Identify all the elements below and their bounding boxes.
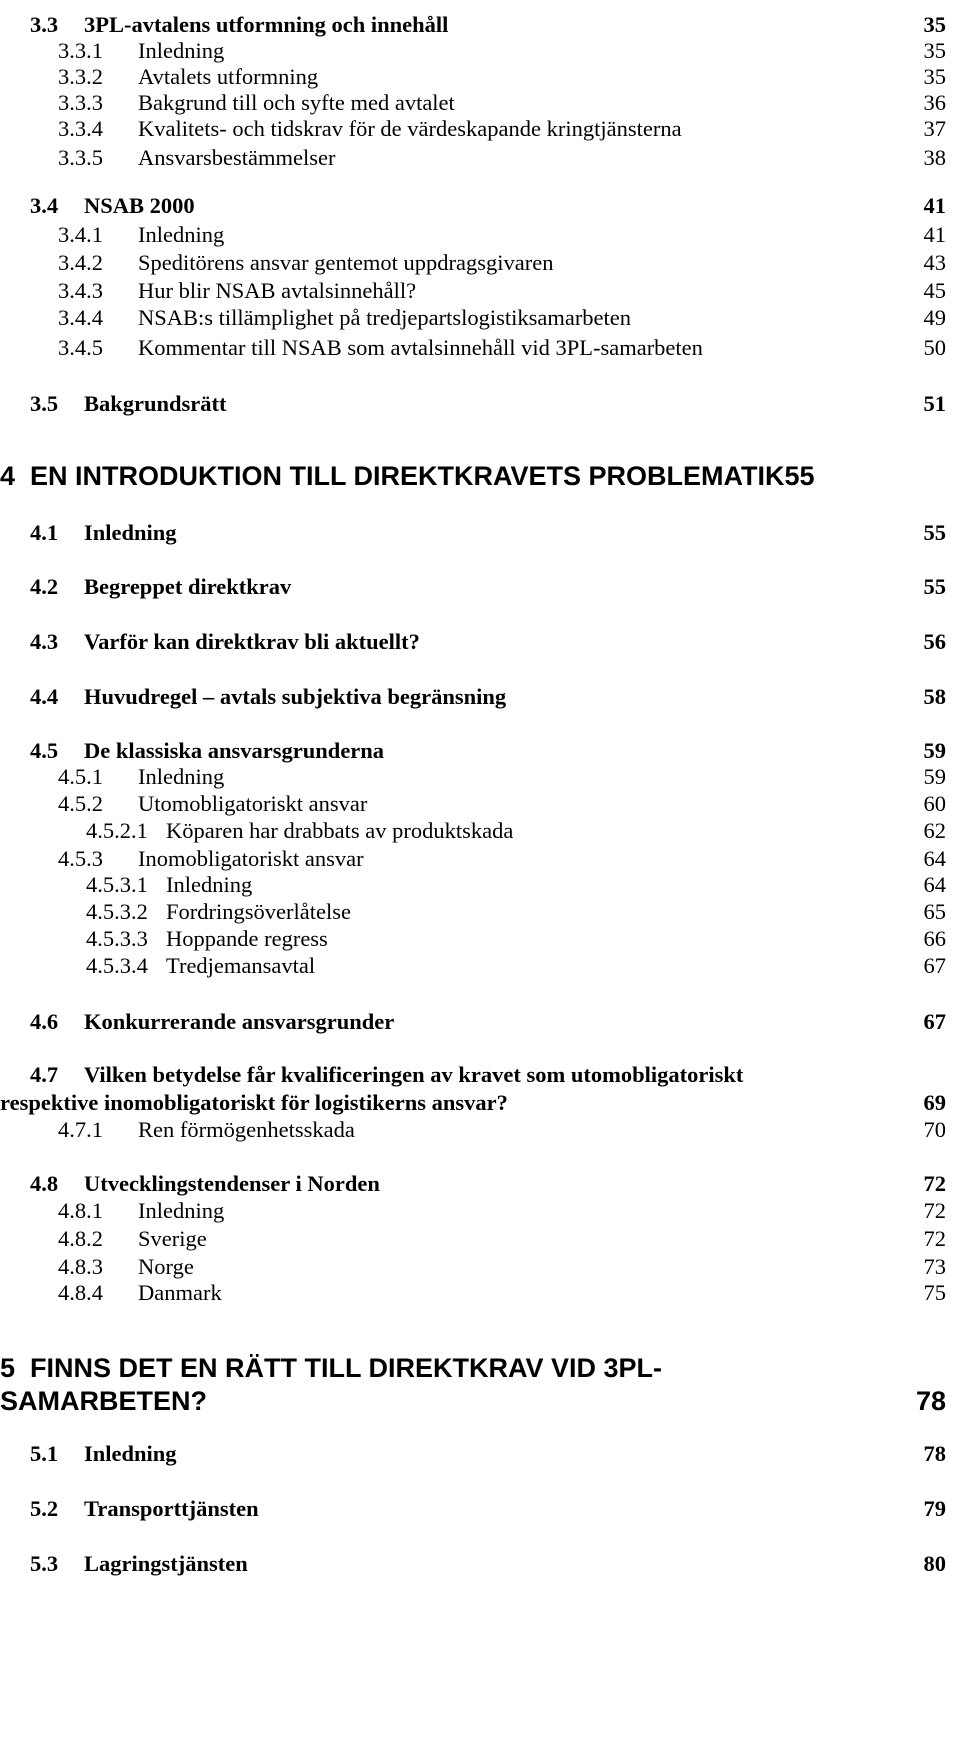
toc-entry-page: 67 (923, 1009, 946, 1034)
toc-entry-title: Speditörens ansvar gentemot uppdragsgivaren (138, 250, 554, 275)
toc-entry-page: 35 (923, 38, 946, 63)
toc-entry-title: FINNS DET EN RÄTT TILL DIREKTKRAV VID 3PL- (30, 1353, 663, 1383)
toc-entry-title: Utvecklingstendenser i Norden (84, 1171, 380, 1196)
toc-entry-page: 65 (923, 899, 946, 924)
toc-entry-number: 4.8.1 (58, 1198, 103, 1223)
toc-entry-title: De klassiska ansvarsgrunderna (84, 738, 385, 763)
toc-entry-title: Kvalitets- och tidskrav för de värdeskapande kringtjänsterna (138, 116, 682, 141)
toc-entry-page: 78 (915, 1386, 946, 1416)
toc-entry-page: 59 (923, 764, 946, 789)
toc-entry-title: Köparen har drabbats av produktskada (166, 818, 514, 843)
toc-entry-page: 62 (923, 818, 946, 843)
toc-entry-page: 60 (923, 791, 946, 816)
toc-entry-title: Begreppet direktkrav (84, 574, 292, 599)
toc-entry-title: Varför kan direktkrav bli aktuellt? (84, 629, 420, 654)
toc-entry-page: 67 (923, 953, 946, 978)
toc-entry-page: 55 (923, 520, 946, 545)
toc-entry-title-continued: respektive inomobligatoriskt för logistikerns ansvar? (0, 1090, 508, 1115)
toc-entry-number: 4.5.2.1 (86, 818, 148, 843)
toc-entry-number: 4.6 (30, 1009, 59, 1034)
toc-entry-page: 79 (923, 1496, 946, 1521)
toc-entry-number: 3.3 (30, 12, 59, 37)
toc-entry-title: Inledning (138, 38, 225, 63)
toc-entry-page: 64 (923, 872, 946, 897)
toc-entry-title: NSAB:s tillämplighet på tredjepartslogistiksamarbeten (138, 305, 632, 330)
toc-entry-page: 38 (923, 145, 946, 170)
toc-entry-number: 4.8 (30, 1171, 59, 1196)
toc-entry-page: 58 (923, 684, 946, 709)
toc-entry-title: Lagringstjänsten (84, 1551, 248, 1576)
toc-entry-page: 35 (923, 12, 946, 37)
toc-entry-number: 3.3.3 (58, 90, 103, 115)
toc-entry-title: Hoppande regress (166, 926, 328, 951)
toc-entry-title: Inledning (138, 222, 225, 247)
toc-entry-page: 64 (923, 846, 946, 871)
toc-entry-number: 4.5.3.1 (86, 872, 148, 897)
toc-entry-title: Inledning (84, 520, 177, 545)
toc-entry-number: 5 (0, 1353, 16, 1383)
toc-entry-number: 4.8.2 (58, 1226, 103, 1251)
toc-entry-title: Vilken betydelse får kvalificeringen av kravet som utomobligatoriskt (84, 1062, 744, 1087)
toc-entry-page: 45 (923, 278, 946, 303)
toc-entry-title: Hur blir NSAB avtalsinnehåll? (138, 278, 417, 303)
toc-entry-page: 51 (923, 391, 946, 416)
toc-entry-page: 41 (923, 222, 946, 247)
toc-entry-number: 3.4.3 (58, 278, 103, 303)
toc-entry-page: 41 (923, 193, 946, 218)
toc-entry-title: Norge (138, 1254, 194, 1279)
toc-entry-title: Ren förmögenhetsskada (138, 1117, 355, 1142)
toc-entry-title: Danmark (138, 1280, 222, 1305)
toc-entry-page: 72 (923, 1171, 946, 1196)
toc-entry-title: Inledning (138, 764, 225, 789)
toc-entry-number: 5.1 (30, 1441, 59, 1466)
toc-entry-page: 69 (923, 1090, 946, 1115)
toc-entry-page: 73 (923, 1254, 946, 1279)
toc-entry-page: 36 (923, 90, 946, 115)
toc-entry-number: 4.5.2 (58, 791, 103, 816)
toc-entry-number: 4.7 (30, 1062, 59, 1087)
toc-entry-title-continued: SAMARBETEN? (0, 1386, 207, 1416)
toc-entry-number: 3.4.5 (58, 335, 103, 360)
toc-entry-title: Inledning (138, 1198, 225, 1223)
toc-entry-title: Bakgrundsrätt (84, 391, 227, 416)
toc-entry-number: 3.4.1 (58, 222, 103, 247)
toc-entry-number: 4.2 (30, 574, 59, 599)
toc-entry-title: Bakgrund till och syfte med avtalet (138, 90, 455, 115)
toc-entry-number: 4.8.3 (58, 1254, 103, 1279)
toc-entry-number: 5.2 (30, 1496, 59, 1521)
toc-entry-title: Huvudregel – avtals subjektiva begränsning (84, 684, 507, 709)
toc-entry-number: 3.3.5 (58, 145, 103, 170)
toc-entry-title: Transporttjänsten (84, 1496, 259, 1521)
toc-entry-number: 3.5 (30, 391, 59, 416)
toc-entry-page: 70 (923, 1117, 946, 1142)
toc-entry-number: 3.3.4 (58, 116, 103, 141)
toc-entry-number: 4.7.1 (58, 1117, 103, 1142)
toc-entry-title: Utomobligatoriskt ansvar (138, 791, 368, 816)
toc-entry-number: 3.4.2 (58, 250, 103, 275)
toc-entry-title: EN INTRODUKTION TILL DIREKTKRAVETS PROBLEMATIK55 (30, 461, 815, 491)
toc-entry-page: 78 (923, 1441, 946, 1466)
toc-entry-title: Ansvarsbestämmelser (138, 145, 336, 170)
toc-entry-number: 4.1 (30, 520, 59, 545)
toc-entry-page: 56 (923, 629, 946, 654)
toc-entry-page: 55 (923, 574, 946, 599)
toc-entry-title: Inledning (84, 1441, 177, 1466)
toc-entry-number: 4.5.3.3 (86, 926, 148, 951)
toc-entry-title: Inledning (166, 872, 253, 897)
toc-entry-number: 4.8.4 (58, 1280, 103, 1305)
toc-entry-title: Konkurrerande ansvarsgrunder (84, 1009, 395, 1034)
toc-entry-page: 50 (923, 335, 946, 360)
toc-entry-number: 4.5 (30, 738, 59, 763)
toc-entry-number: 3.4 (30, 193, 59, 218)
toc-entry-number: 5.3 (30, 1551, 59, 1576)
toc-entry-page: 72 (923, 1198, 946, 1223)
toc-entry-number: 3.3.1 (58, 38, 103, 63)
toc-entry-page: 80 (923, 1551, 946, 1576)
toc-entry-number: 4.3 (30, 629, 59, 654)
toc-entry-page: 37 (923, 116, 946, 141)
toc-entry-title: Inomobligatoriskt ansvar (138, 846, 364, 871)
toc-entry-number: 3.3.2 (58, 64, 103, 89)
toc-entry-page: 72 (923, 1226, 946, 1251)
toc-entry-number: 3.4.4 (58, 305, 103, 330)
toc-entry-title: Sverige (138, 1226, 207, 1251)
toc-entry-title: Avtalets utformning (138, 64, 319, 89)
toc-entry-page: 49 (923, 305, 946, 330)
toc-entry-number: 4.5.3.4 (86, 953, 148, 978)
toc-entry-title: Kommentar till NSAB som avtalsinnehåll vid 3PL-samarbeten (138, 335, 703, 360)
toc-entry-number: 4.5.3 (58, 846, 103, 871)
toc-entry-number: 4 (0, 461, 16, 491)
toc-entry-page: 66 (923, 926, 946, 951)
toc-entry-page: 59 (923, 738, 946, 763)
toc-entry-number: 4.5.1 (58, 764, 103, 789)
toc-entry-title: Fordringsöverlåtelse (166, 899, 351, 924)
toc-entry-title: 3PL-avtalens utformning och innehåll (84, 12, 449, 37)
toc-entry-title: Tredjemansavtal (166, 953, 316, 978)
toc-entry-page: 35 (923, 64, 946, 89)
toc-entry-number: 4.5.3.2 (86, 899, 148, 924)
toc-entry-page: 75 (923, 1280, 946, 1305)
toc-entry-page: 43 (923, 250, 946, 275)
toc-entry-title: NSAB 2000 (84, 193, 195, 218)
toc-entry-number: 4.4 (30, 684, 59, 709)
